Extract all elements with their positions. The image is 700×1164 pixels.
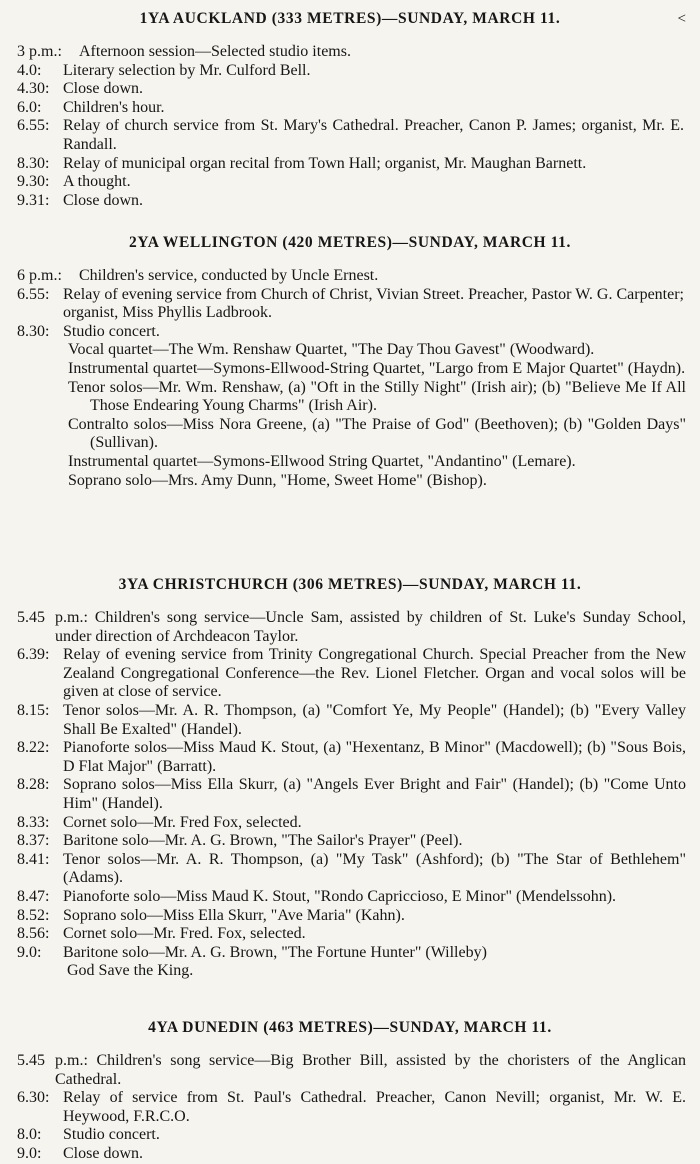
entry-text: Studio concert. xyxy=(63,1126,160,1144)
entry-time: 6.55: xyxy=(17,285,50,303)
entry-time: 8.37: xyxy=(17,832,50,850)
concert-programme xyxy=(17,341,686,490)
station-2ya-wellington xyxy=(0,232,700,490)
schedule-entry xyxy=(17,323,686,342)
schedule-entry xyxy=(17,646,688,702)
entry-time: 9.30: xyxy=(17,173,50,191)
schedule-entry xyxy=(17,1089,688,1126)
entry-text: Literary selection by Mr. Culford Bell. xyxy=(63,61,311,79)
entry-time: 8.47: xyxy=(17,887,50,905)
entry-text: Relay of evening service from Church of Christ, Vivian Street. Preacher, Pastor W. G. Carpenter; organist, Miss Phyllis Ladbrook. xyxy=(63,285,684,322)
schedule-entry xyxy=(17,267,686,286)
schedule-entry xyxy=(17,609,688,646)
schedule-entry xyxy=(17,702,688,739)
entry-time: 6.0: xyxy=(17,98,42,116)
schedule-entry xyxy=(17,1052,688,1089)
entry-time: 6.55: xyxy=(17,117,50,135)
concert-item: Contralto solos—Miss Nora Greene, (a) "The Praise of God" (Beethoven); (b) "Golden Days" (Sullivan). xyxy=(68,415,686,452)
schedule-entry xyxy=(17,173,686,192)
entry-text: Cornet solo—Mr. Fred Fox, selected. xyxy=(63,813,302,831)
entry-text: Relay of service from St. Paul's Cathedral. Preacher, Canon Nevill; organist, Mr. W. E. Heywood, F.R.C.O. xyxy=(63,1089,686,1125)
station-3ya-christchurch xyxy=(0,574,700,981)
schedule-entry xyxy=(17,1126,688,1145)
station-heading: 4YA DUNEDIN (463 METRES)—SUNDAY, MARCH 11. xyxy=(148,1019,552,1036)
entry-text: Soprano solo—Miss Ella Skurr, "Ave Maria" (Kahn). xyxy=(63,906,405,924)
concert-item: Instrumental quartet—Symons-Ellwood String Quartet, "Andantino" (Lemare). xyxy=(68,452,576,470)
station-4ya-dunedin xyxy=(0,1017,700,1164)
schedule-entry xyxy=(17,80,686,99)
entry-text: Close down. xyxy=(63,1144,143,1162)
entry-time: 6.30: xyxy=(17,1089,50,1107)
entry-time: 8.56: xyxy=(17,925,50,943)
entry-text: Relay of evening service from Trinity Congregational Church. Special Preacher from the New Zealand Congregational Conference—the Rev. Lionel Fletcher. Organ and vocal solos will be given at close of service. xyxy=(63,646,686,701)
schedule-entry xyxy=(17,907,688,926)
concert-item: Instrumental quartet—Symons-Ellwood-String Quartet, "Largo from E Major Quartet" (Haydn). xyxy=(68,359,686,377)
entry-time: 8.41: xyxy=(17,850,50,868)
schedule-entry xyxy=(17,155,686,174)
entry-text: Close down. xyxy=(63,80,143,98)
entry-text: Afternoon session—Selected studio items. xyxy=(79,43,351,60)
concert-item: Vocal quartet—The Wm. Renshaw Quartet, "The Day Thou Gavest" (Woodward). xyxy=(68,341,595,359)
entry-time: 8.30: xyxy=(17,154,50,172)
schedule-entry xyxy=(17,832,688,851)
entry-text: Close down. xyxy=(63,191,143,209)
schedule-entry xyxy=(17,888,688,907)
station-heading: 1YA AUCKLAND (333 METRES)—SUNDAY, MARCH 11. xyxy=(139,10,561,27)
entry-time: 6.39: xyxy=(17,646,50,664)
entry-time: 4.0: xyxy=(17,61,42,79)
entry-text: Baritone solo—Mr. A. G. Brown, "The Fortune Hunter" (Willeby) xyxy=(63,943,487,961)
schedule-entry xyxy=(17,99,686,118)
entry-time: 8.0: xyxy=(17,1126,42,1144)
concert-item: Tenor solos—Mr. Wm. Renshaw, (a) "Oft in the Stilly Night" (Irish air); (b) "Believe Me If All Those Endearing Young Charms" (Irish Air). xyxy=(68,378,686,415)
entry-time: 3 p.m.: xyxy=(17,43,62,60)
entry-text: Baritone solo—Mr. A. G. Brown, "The Sailor's Prayer" (Peel). xyxy=(63,832,463,850)
entry-text: Children's hour. xyxy=(63,98,165,116)
schedule-entry xyxy=(17,739,688,776)
corner-mark: < xyxy=(677,11,686,27)
schedule-entry xyxy=(17,925,688,944)
entry-time: 8.22: xyxy=(17,739,50,757)
entry-time: 8.28: xyxy=(17,776,50,794)
entry-text: Cornet solo—Mr. Fred. Fox, selected. xyxy=(63,925,306,943)
schedule-entry xyxy=(17,1145,688,1164)
schedule-entry xyxy=(17,286,686,323)
schedule-entry xyxy=(17,776,688,813)
entry-text: A thought. xyxy=(63,173,131,191)
entry-time: 9.31: xyxy=(17,191,50,209)
entry-text: p.m.: Children's song service—Big Brother Bill, assisted by the choristers of the Anglican Cathedral. xyxy=(55,1052,686,1088)
schedule-entry xyxy=(17,944,688,963)
entry-text: Children's service, conducted by Uncle Ernest. xyxy=(79,267,379,284)
entry-text: p.m.: Children's song service—Uncle Sam, assisted by children of St. Luke's Sunday School, under direction of Archdeacon Taylor. xyxy=(55,609,686,645)
entry-text: Tenor solos—Mr. A. R. Thompson, (a) "Comfort Ye, My People" (Handel); (b) "Every Valley Shall Be Exalted" (Handel). xyxy=(63,701,686,738)
entry-time: 6 p.m.: xyxy=(17,267,62,284)
entry-text: Soprano solos—Miss Ella Skurr, (a) "Angels Ever Bright and Fair" (Handel); (b) "Come Unto Him" (Handel). xyxy=(63,776,686,812)
station-heading: 3YA CHRISTCHURCH (306 METRES)—SUNDAY, MARCH 11. xyxy=(118,576,582,593)
entry-time: 5.45 xyxy=(17,609,45,626)
entry-time: 8.30: xyxy=(17,322,50,340)
entry-text: Studio concert. xyxy=(63,322,160,340)
concert-item: Soprano solo—Mrs. Amy Dunn, "Home, Sweet Home" (Bishop). xyxy=(68,471,487,489)
entry-time: 9.0: xyxy=(17,943,42,961)
schedule-entry xyxy=(17,62,686,81)
entry-text: Pianoforte solos—Miss Maud K. Stout, (a) "Hexentanz, B Minor" (Macdowell); (b) "Sous Bois, D Flat Major" (Barratt). xyxy=(63,739,686,775)
schedule-entry xyxy=(17,192,686,211)
entry-time: 8.33: xyxy=(17,813,50,831)
closing-line: God Save the King. xyxy=(67,962,194,980)
station-heading: 2YA WELLINGTON (420 METRES)—SUNDAY, MARCH 11. xyxy=(129,234,571,251)
entry-text: Relay of church service from St. Mary's Cathedral. Preacher, Canon P. James; organist, Mr. E. Randall. xyxy=(63,117,684,153)
schedule-entry xyxy=(17,814,688,833)
schedule-entry xyxy=(17,851,688,888)
entry-time: 8.52: xyxy=(17,906,50,924)
entry-text: Tenor solos—Mr. A. R. Thompson, (a) "My Task" (Ashford); (b) "The Star of Bethlehem" (Adams). xyxy=(63,850,686,887)
entry-text: Relay of municipal organ recital from Town Hall; organist, Mr. Maughan Barnett. xyxy=(63,154,587,172)
entry-time: 8.15: xyxy=(17,701,50,719)
entry-time: 5.45 xyxy=(17,1052,45,1069)
entry-time: 9.0: xyxy=(17,1144,42,1162)
station-1ya-auckland xyxy=(0,8,700,210)
schedule-entry xyxy=(17,117,686,154)
schedule-entry xyxy=(17,43,686,62)
entry-time: 4.30: xyxy=(17,80,50,98)
entry-text: Pianoforte solo—Miss Maud K. Stout, "Rondo Capriccioso, E Minor" (Mendelssohn). xyxy=(63,887,617,905)
